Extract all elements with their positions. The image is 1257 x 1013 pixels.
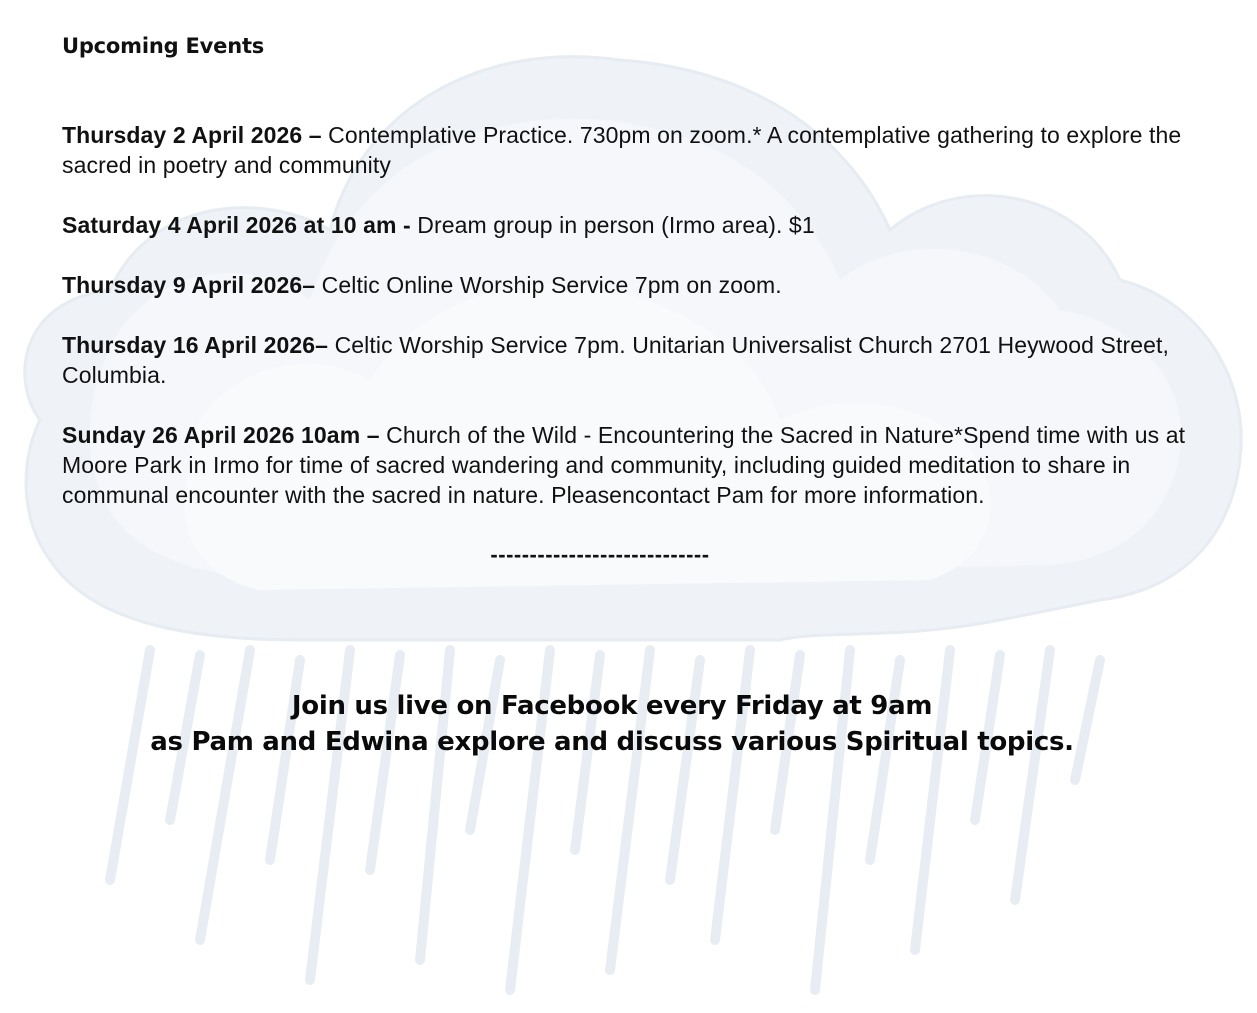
section-divider: ---------------------------- (490, 542, 710, 567)
page-title: Upcoming Events (62, 34, 265, 58)
event-item (62, 420, 1212, 510)
event-description: Celtic Online Worship Service 7pm on zoom. (315, 272, 782, 298)
event-date: Thursday 16 April 2026– (62, 332, 329, 358)
event-item (62, 120, 1212, 180)
promo-line-1: Join us live on Facebook every Friday at 9am (291, 691, 933, 721)
event-description: Contemplative Practice. 730pm on zoom.* A contemplative gathering to explore the sacred in poetry and community (62, 122, 1182, 178)
promo-line-2: as Pam and Edwina explore and discuss various Spiritual topics. (150, 727, 1074, 757)
event-date: Sunday 26 April 2026 10am – (62, 422, 380, 448)
events-panel (62, 30, 1212, 570)
event-description: Celtic Worship Service 7pm. Unitarian Universalist Church 2701 Heywood Street, Columbia. (62, 332, 1170, 388)
event-item (62, 210, 1212, 240)
event-description: Dream group in person (Irmo area). $1 (410, 212, 815, 238)
event-date: Thursday 9 April 2026– (62, 272, 316, 298)
event-date: Thursday 2 April 2026 – (62, 122, 322, 148)
event-item (62, 330, 1212, 390)
event-description: Church of the Wild - Encountering the Sacred in Nature*Spend time with us at Moore Park in Irmo for time of sacred wandering and community, including guided meditation to share in communal encounter with the sacred in nature. Pleasencontact Pam for more information. (62, 422, 1186, 508)
events-list (62, 120, 1212, 510)
event-item (62, 270, 1212, 300)
facebook-live-promo (0, 688, 1224, 760)
event-date: Saturday 4 April 2026 at 10 am - (62, 212, 411, 238)
